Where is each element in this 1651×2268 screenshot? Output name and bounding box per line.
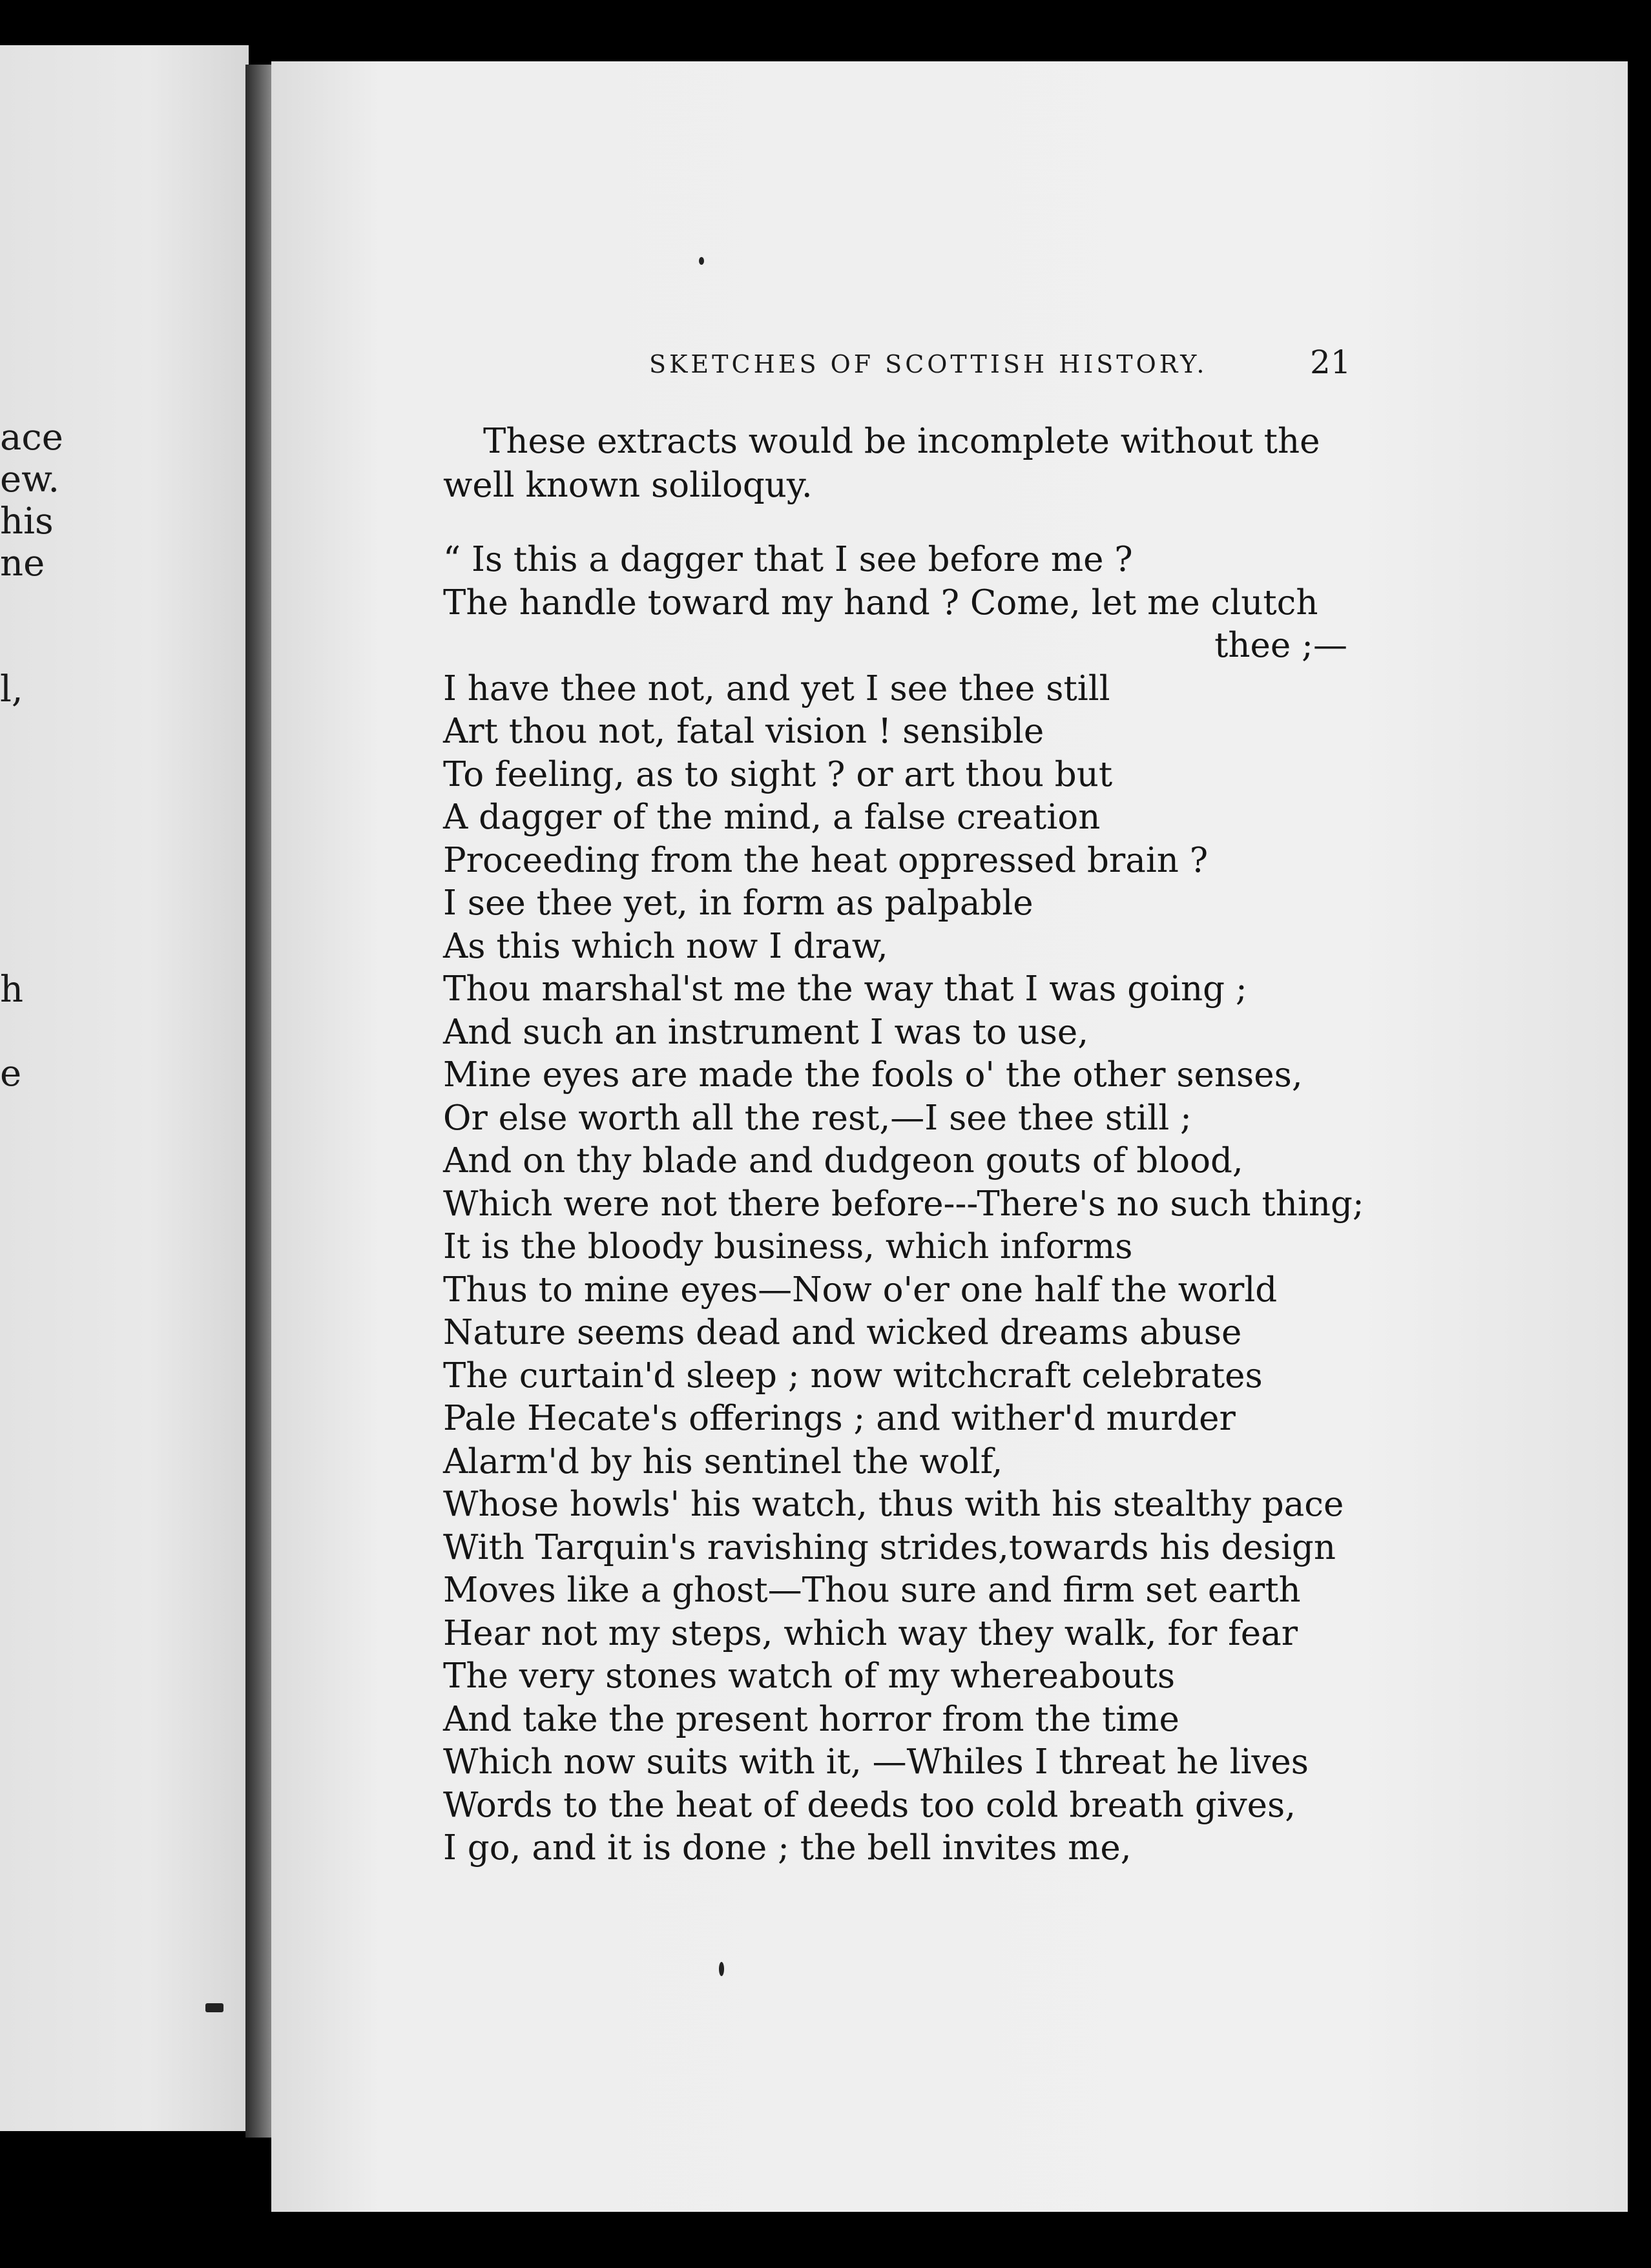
page-number: 21 bbox=[1310, 344, 1351, 381]
poem-line: Moves like a ghost—Thou sure and firm set earth bbox=[443, 1571, 1301, 1610]
left-fragment: e bbox=[0, 1053, 22, 1095]
poem-line: Whose howls' his watch, thus with his stealthy pace bbox=[443, 1485, 1344, 1524]
poem-line: Or else worth all the rest,—I see thee still ; bbox=[443, 1098, 1192, 1138]
poem-line: Thou marshal'st me the way that I was going ; bbox=[443, 969, 1247, 1009]
poem-line: With Tarquin's ravishing strides,towards his design bbox=[443, 1527, 1336, 1567]
soliloquy bbox=[443, 539, 1364, 1870]
left-fragment: his bbox=[0, 500, 54, 542]
poem-line: Hear not my steps, which way they walk, for fear bbox=[443, 1613, 1298, 1653]
print-speck bbox=[205, 2003, 223, 2012]
page-text bbox=[443, 420, 1364, 1870]
poem-line: Nature seems dead and wicked dreams abuse bbox=[443, 1313, 1242, 1352]
poem-line: The curtain'd sleep ; now witchcraft celebrates bbox=[443, 1356, 1263, 1396]
poem-line: Mine eyes are made the fools o' the other senses, bbox=[443, 1055, 1303, 1095]
poem-line: “ Is this a dagger that I see before me ? bbox=[443, 540, 1133, 579]
left-fragment: ew. bbox=[0, 459, 60, 500]
poem-line: I go, and it is done ; the bell invites me, bbox=[443, 1828, 1132, 1868]
poem-line: It is the bloody business, which informs bbox=[443, 1227, 1133, 1266]
poem-line: To feeling, as to sight ? or art thou but bbox=[443, 754, 1113, 794]
poem-line: I have thee not, and yet I see thee still bbox=[443, 668, 1110, 708]
poem-line: I see thee yet, in form as palpable bbox=[443, 883, 1033, 923]
poem-line: A dagger of the mind, a false creation bbox=[443, 798, 1101, 837]
running-head: SKETCHES OF SCOTTISH HISTORY. bbox=[649, 350, 1208, 378]
intro-line: well known soliloquy. bbox=[443, 466, 813, 505]
poem-line: And on thy blade and dudgeon gouts of blood, bbox=[443, 1141, 1243, 1180]
poem-line: As this which now I draw, bbox=[443, 926, 888, 966]
poem-line: Words to the heat of deeds too cold breath gives, bbox=[443, 1785, 1296, 1825]
left-fragment: ace bbox=[0, 417, 63, 459]
poem-line-continuation: thee ;— bbox=[1214, 626, 1347, 665]
left-fragment: ne bbox=[0, 542, 45, 584]
poem-line: The very stones watch of my whereabouts bbox=[443, 1656, 1176, 1696]
print-speck bbox=[699, 257, 704, 265]
left-page-edge bbox=[0, 45, 249, 2131]
poem-line: And such an instrument I was to use, bbox=[443, 1012, 1089, 1052]
poem-line: And take the present horror from the time bbox=[443, 1699, 1179, 1739]
poem-line: Art thou not, fatal vision ! sensible bbox=[443, 712, 1044, 751]
left-fragment: h bbox=[0, 969, 24, 1011]
intro-paragraph bbox=[443, 420, 1360, 508]
intro-line: These extracts would be incomplete without the bbox=[483, 422, 1320, 461]
poem-line: Which now suits with it, —Whiles I threat he lives bbox=[443, 1742, 1309, 1782]
print-speck bbox=[719, 1962, 724, 1976]
poem-line: Pale Hecate's offerings ; and wither'd murder bbox=[443, 1399, 1236, 1438]
poem-line: Which were not there before---There's no such thing; bbox=[443, 1184, 1364, 1224]
poem-line: Proceeding from the heat oppressed brain ? bbox=[443, 840, 1209, 880]
left-fragment: l, bbox=[0, 668, 23, 710]
poem-line: Alarm'd by his sentinel the wolf, bbox=[443, 1441, 1003, 1481]
poem-line: Thus to mine eyes—Now o'er one half the world bbox=[443, 1270, 1278, 1310]
poem-line: The handle toward my hand ? Come, let me clutch bbox=[443, 582, 1318, 623]
